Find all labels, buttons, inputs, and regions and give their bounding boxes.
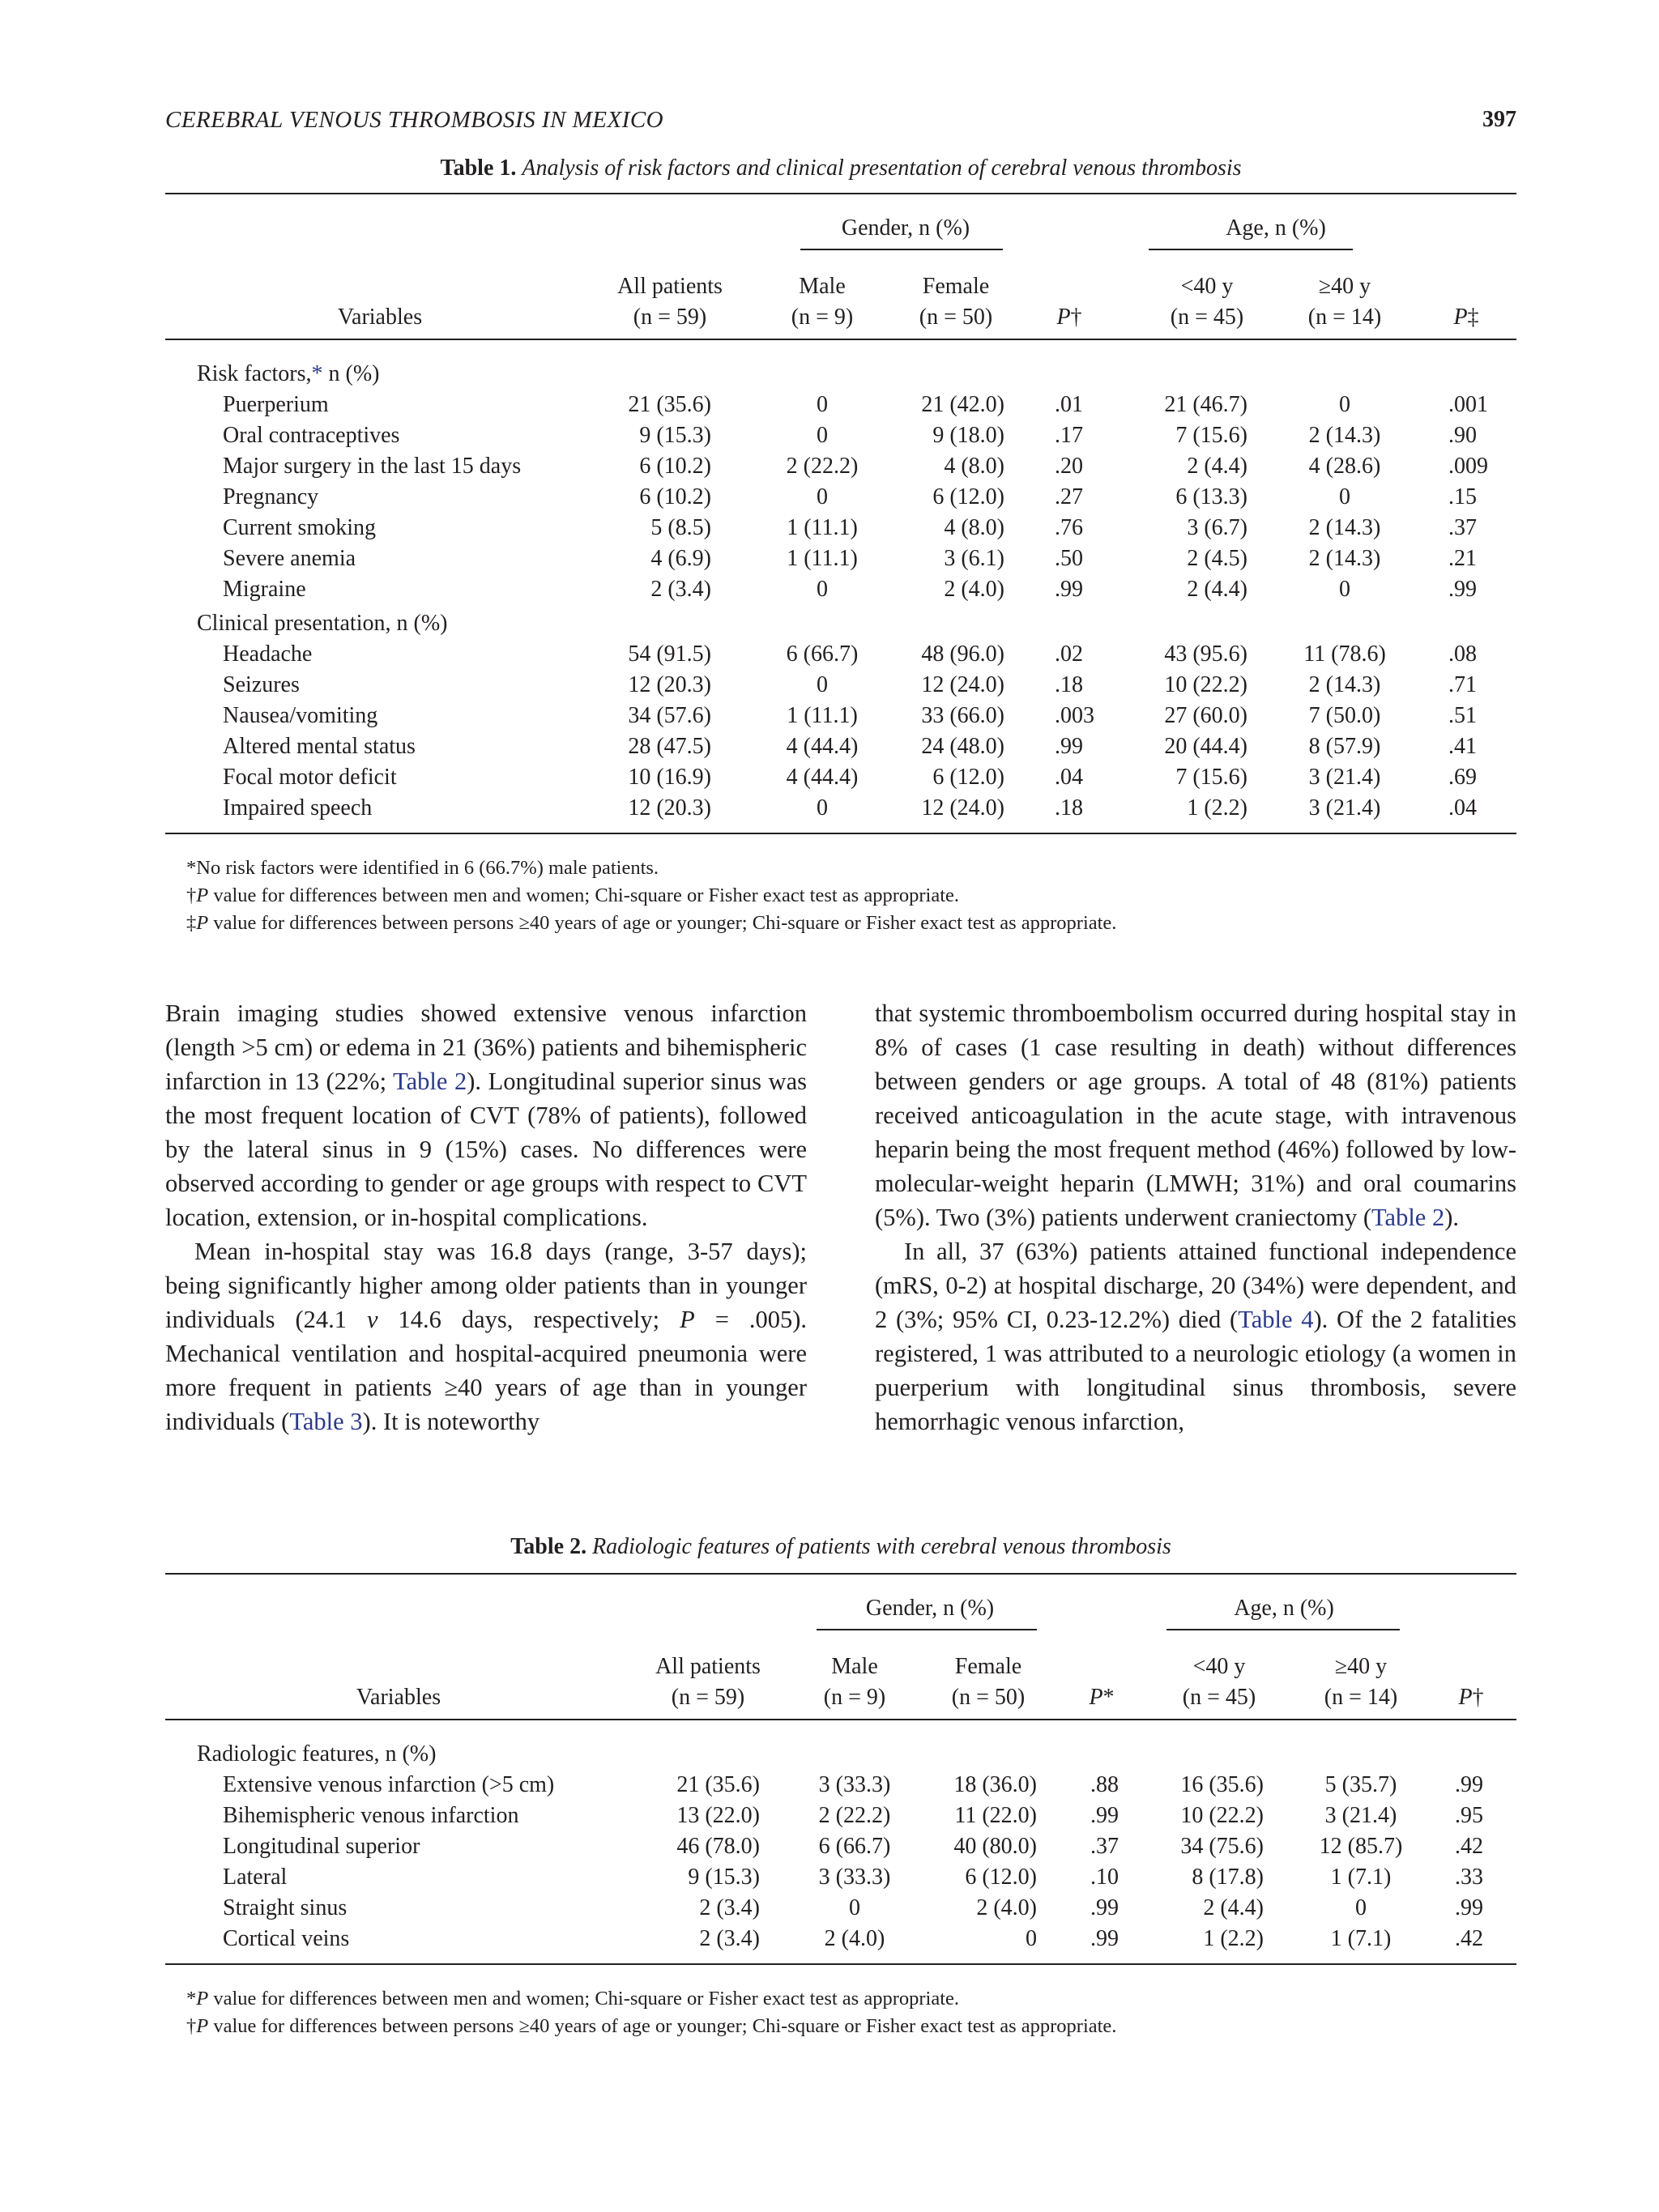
table1-cell-variable: Focal motor deficit bbox=[223, 765, 397, 790]
table1-cell-p-gender: .02 bbox=[1055, 641, 1083, 667]
table2-cell-age-young: 16 (35.6) bbox=[1180, 1772, 1264, 1797]
table1-col-female-n: (n = 50) bbox=[919, 305, 993, 330]
table2-cell-all: 2 (3.4) bbox=[699, 1926, 760, 1951]
table2-title: Radiologic features of patients with cerebral venous thrombosis bbox=[592, 1534, 1171, 1559]
table2-cell-male: 6 (66.7) bbox=[818, 1834, 891, 1859]
table1-cell-female: 24 (48.0) bbox=[921, 734, 1004, 759]
table1-cell-variable: Current smoking bbox=[223, 515, 376, 540]
table1-cell-male: 0 bbox=[817, 423, 828, 448]
body-column-left bbox=[165, 996, 807, 1438]
table2-cell-male: 0 bbox=[849, 1895, 860, 1920]
table1-cell-age-old: 0 bbox=[1339, 577, 1350, 602]
table2-cell-p-gender: .37 bbox=[1090, 1834, 1119, 1859]
table2-cell-all: 21 (35.6) bbox=[676, 1772, 760, 1797]
table1-cell-age-young: 10 (22.2) bbox=[1164, 672, 1247, 697]
table1-cell-age-young: 27 (60.0) bbox=[1164, 703, 1247, 728]
table2-col-old: ≥40 y bbox=[1334, 1654, 1388, 1679]
table2-col-p1: P* bbox=[1089, 1685, 1115, 1710]
table1-cell-age-young: 2 (4.4) bbox=[1187, 454, 1247, 479]
table1-col-old: ≥40 y bbox=[1318, 274, 1371, 299]
paragraph: Mean in-hospital stay was 16.8 days (range, 3-57 days); being significantly higher among older patients than in younger individuals (24.1 v 14.6 days, respectively; P = .005). Mechanical ventilation and hospital-acquired pneumonia were more frequent in patients ≥40 years of age than in younger individuals (Table 3). It is noteworthy bbox=[165, 1238, 807, 1435]
table1-cell-p-gender: .99 bbox=[1055, 577, 1083, 602]
table2-cell-age-young: 2 (4.4) bbox=[1203, 1895, 1264, 1920]
table1-caption bbox=[165, 156, 1516, 181]
body-column-right bbox=[875, 996, 1516, 1438]
table1-cell-all: 2 (3.4) bbox=[650, 577, 711, 602]
table2-cell-p-age: .95 bbox=[1455, 1803, 1483, 1828]
table2-cell-p-gender: .99 bbox=[1090, 1926, 1119, 1951]
table1-cell-p-gender: .99 bbox=[1055, 734, 1083, 759]
table1-cell-variable: Puerperium bbox=[223, 392, 329, 417]
table1-cell-age-young: 20 (44.4) bbox=[1164, 734, 1247, 759]
table1-cell-age-old: 11 (78.6) bbox=[1303, 641, 1386, 667]
table1-cell-male: 0 bbox=[817, 577, 828, 602]
table1-cell-p-gender: .76 bbox=[1055, 515, 1083, 540]
table1-gender-rule bbox=[800, 249, 1003, 250]
table1-cell-all: 9 (15.3) bbox=[639, 423, 711, 448]
table1-footnote: ‡P value for differences between persons ≥40 years of age or younger; Chi-square or Fisher exact test as appropriate. bbox=[186, 912, 1117, 934]
table2-age-rule bbox=[1166, 1629, 1400, 1630]
table2-cell-age-old: 0 bbox=[1355, 1895, 1367, 1920]
table1-cell-female: 12 (24.0) bbox=[921, 795, 1004, 820]
table2-col-old-n: (n = 14) bbox=[1324, 1685, 1398, 1710]
table2-cell-p-age: .42 bbox=[1455, 1926, 1483, 1951]
table1-cell-p-age: .04 bbox=[1448, 795, 1477, 820]
table1-cell-p-age: .001 bbox=[1448, 392, 1488, 417]
table1-cell-all: 4 (6.9) bbox=[650, 546, 711, 571]
table2-cell-variable: Longitudinal superior bbox=[223, 1834, 420, 1859]
table1-cell-p-gender: .50 bbox=[1055, 546, 1083, 571]
table2-header-rule bbox=[165, 1719, 1516, 1720]
table2-cell-all: 46 (78.0) bbox=[676, 1834, 760, 1859]
table2-cell-female: 11 (22.0) bbox=[954, 1803, 1037, 1828]
table1-col-young-n: (n = 45) bbox=[1170, 305, 1244, 330]
table2-col-p2: P† bbox=[1458, 1685, 1484, 1710]
table1-cell-male: 0 bbox=[817, 392, 828, 417]
table2-cell-p-age: .99 bbox=[1455, 1772, 1483, 1797]
table1-cell-age-old: 8 (57.9) bbox=[1308, 734, 1381, 759]
table1-cell-age-young: 7 (15.6) bbox=[1175, 423, 1247, 448]
table2-cell-female: 18 (36.0) bbox=[953, 1772, 1037, 1797]
table1-col-young: <40 y bbox=[1180, 274, 1234, 299]
table2-col-female: Female bbox=[954, 1654, 1022, 1679]
table1-top-rule bbox=[165, 193, 1516, 194]
table2-col-all: All patients bbox=[655, 1654, 761, 1679]
table1-cell-p-age: .21 bbox=[1448, 546, 1477, 571]
table1-cell-male: 1 (11.1) bbox=[787, 546, 858, 571]
table1-cell-age-old: 0 bbox=[1339, 392, 1350, 417]
table1-cell-female: 12 (24.0) bbox=[921, 672, 1004, 697]
table1-cell-age-young: 6 (13.3) bbox=[1175, 484, 1247, 509]
table1-cell-male: 4 (44.4) bbox=[786, 765, 859, 790]
table1-cell-p-age: .71 bbox=[1448, 672, 1477, 697]
table2-col-male: Male bbox=[831, 1654, 878, 1679]
table1-cell-p-age: .51 bbox=[1448, 703, 1477, 728]
table2-cell-all: 2 (3.4) bbox=[699, 1895, 760, 1920]
table1-cell-variable: Migraine bbox=[223, 577, 306, 602]
table1-title: Analysis of risk factors and clinical presentation of cerebral venous thrombosis bbox=[522, 156, 1242, 181]
table2-col-all-n: (n = 59) bbox=[671, 1685, 745, 1710]
table1-cell-male: 1 (11.1) bbox=[787, 703, 858, 728]
table1-cell-p-age: .69 bbox=[1448, 765, 1477, 790]
table2-bottom-rule bbox=[165, 1963, 1516, 1965]
table1-cell-male: 4 (44.4) bbox=[786, 734, 859, 759]
table2-cell-variable: Cortical veins bbox=[223, 1926, 350, 1951]
table2-cell-age-young: 8 (17.8) bbox=[1192, 1865, 1264, 1890]
table2-cell-age-old: 1 (7.1) bbox=[1330, 1865, 1392, 1890]
table2-col-male-n: (n = 9) bbox=[823, 1685, 886, 1710]
table1-cell-all: 28 (47.5) bbox=[628, 734, 711, 759]
table2-cell-age-old: 1 (7.1) bbox=[1330, 1926, 1392, 1951]
table1-cell-all: 6 (10.2) bbox=[639, 484, 711, 509]
table1-cell-age-old: 4 (28.6) bbox=[1308, 454, 1381, 479]
table1-cell-all: 10 (16.9) bbox=[628, 765, 711, 790]
table2-cell-age-old: 3 (21.4) bbox=[1324, 1803, 1397, 1828]
table2-footnote: †P value for differences between persons ≥40 years of age or younger; Chi-square or Fisher exact test as appropriate. bbox=[186, 2015, 1117, 2037]
table2-footnote: *P value for differences between men and women; Chi-square or Fisher exact test as appropriate. bbox=[186, 1988, 960, 2010]
table2-col-young: <40 y bbox=[1192, 1654, 1246, 1679]
table1-col-all-n: (n = 59) bbox=[633, 305, 707, 330]
table1-cell-variable: Oral contraceptives bbox=[223, 423, 400, 448]
table-ref-link[interactable]: Table 2 bbox=[393, 1068, 467, 1095]
table2-section-radiologic: Radiologic features, n (%) bbox=[197, 1741, 437, 1767]
table1-cell-variable: Nausea/vomiting bbox=[223, 703, 378, 728]
table1-cell-female: 33 (66.0) bbox=[921, 703, 1004, 728]
table1-cell-all: 34 (57.6) bbox=[628, 703, 711, 728]
table1-cell-p-gender: .27 bbox=[1055, 484, 1083, 509]
table-ref-link[interactable]: Table 2 bbox=[1371, 1204, 1445, 1231]
table1-cell-male: 6 (66.7) bbox=[786, 641, 859, 667]
table1-cell-age-old: 7 (50.0) bbox=[1308, 703, 1381, 728]
table2-cell-age-young: 34 (75.6) bbox=[1180, 1834, 1264, 1859]
table2-col-young-n: (n = 45) bbox=[1182, 1685, 1256, 1710]
table1-cell-age-young: 2 (4.4) bbox=[1187, 577, 1247, 602]
table2-group-gender: Gender, n (%) bbox=[865, 1596, 995, 1621]
table1-footnote: *No risk factors were identified in 6 (66.7%) male patients. bbox=[186, 857, 659, 879]
table2-cell-age-old: 12 (85.7) bbox=[1319, 1834, 1403, 1859]
table1-col-p1: P† bbox=[1056, 305, 1082, 330]
table2-cell-male: 3 (33.3) bbox=[818, 1865, 891, 1890]
table1-cell-p-gender: .003 bbox=[1055, 703, 1094, 728]
table1-cell-p-gender: .04 bbox=[1055, 765, 1083, 790]
table1-cell-all: 5 (8.5) bbox=[650, 515, 711, 540]
table2-cell-p-gender: .10 bbox=[1090, 1865, 1119, 1890]
paragraph: that systemic thromboembolism occurred during hospital stay in 8% of cases (1 case resulting in death) without differences between genders or age groups. A total of 48 (81%) patients received anticoagulation in the acute stage, with intravenous heparin being the most frequent method (46%) followed by low-molecular-weight heparin (LMWH; 31%) and oral coumarins (5%). Two (3%) patients underwent craniectomy (Table 2). bbox=[875, 999, 1516, 1231]
table1-cell-p-gender: .18 bbox=[1055, 672, 1083, 697]
table1-age-rule bbox=[1149, 249, 1353, 250]
table1-cell-male: 0 bbox=[817, 672, 828, 697]
table1-cell-age-young: 1 (2.2) bbox=[1187, 795, 1247, 820]
table2-cell-female: 2 (4.0) bbox=[976, 1895, 1037, 1920]
table1-label: Table 1. bbox=[440, 156, 517, 181]
table1-cell-all: 21 (35.6) bbox=[628, 392, 711, 417]
running-title: CEREBRAL VENOUS THROMBOSIS IN MEXICO bbox=[165, 107, 664, 133]
table2-cell-female: 0 bbox=[1026, 1926, 1037, 1951]
table1-cell-p-gender: .17 bbox=[1055, 423, 1083, 448]
table1-cell-male: 2 (22.2) bbox=[786, 454, 859, 479]
table1-cell-female: 6 (12.0) bbox=[932, 765, 1004, 790]
table1-cell-age-old: 2 (14.3) bbox=[1308, 546, 1381, 571]
table1-cell-female: 2 (4.0) bbox=[944, 577, 1004, 602]
table1-cell-p-age: .90 bbox=[1448, 423, 1477, 448]
table2-col-variables: Variables bbox=[356, 1685, 441, 1710]
table1-col-female: Female bbox=[922, 274, 990, 299]
table1-cell-p-age: .41 bbox=[1448, 734, 1477, 759]
table1-cell-male: 0 bbox=[817, 484, 828, 509]
table1-bottom-rule bbox=[165, 833, 1516, 834]
table1-cell-female: 4 (8.0) bbox=[944, 515, 1004, 540]
table1-col-variables: Variables bbox=[337, 305, 423, 330]
table1-cell-all: 12 (20.3) bbox=[628, 795, 711, 820]
table2-label: Table 2. bbox=[510, 1534, 587, 1559]
table2-cell-p-age: .99 bbox=[1455, 1895, 1483, 1920]
table2-col-female-n: (n = 50) bbox=[951, 1685, 1026, 1710]
table1-cell-p-age: .009 bbox=[1448, 454, 1488, 479]
table1-cell-p-gender: .18 bbox=[1055, 795, 1083, 820]
table-ref-link[interactable]: Table 4 bbox=[1238, 1306, 1314, 1333]
page-number: 397 bbox=[1482, 107, 1516, 132]
table1-cell-female: 21 (42.0) bbox=[921, 392, 1004, 417]
table1-cell-age-old: 2 (14.3) bbox=[1308, 515, 1381, 540]
table1-cell-male: 1 (11.1) bbox=[787, 515, 858, 540]
table1-col-p2: P‡ bbox=[1453, 305, 1479, 330]
table1-cell-female: 48 (96.0) bbox=[921, 641, 1004, 667]
table2-cell-variable: Extensive venous infarction (>5 cm) bbox=[223, 1772, 555, 1797]
table1-col-all: All patients bbox=[617, 274, 723, 299]
table1-cell-p-gender: .20 bbox=[1055, 454, 1083, 479]
table1-cell-variable: Altered mental status bbox=[223, 734, 416, 759]
table2-cell-all: 9 (15.3) bbox=[688, 1865, 760, 1890]
table1-cell-male: 0 bbox=[817, 795, 828, 820]
table1-cell-variable: Pregnancy bbox=[223, 484, 319, 509]
table1-cell-age-young: 43 (95.6) bbox=[1164, 641, 1247, 667]
table1-col-male-n: (n = 9) bbox=[791, 305, 854, 330]
table1-cell-p-age: .08 bbox=[1448, 641, 1477, 667]
table1-col-male: Male bbox=[799, 274, 846, 299]
table2-top-rule bbox=[165, 1573, 1516, 1575]
table1-cell-age-old: 3 (21.4) bbox=[1308, 765, 1381, 790]
table2-gender-rule bbox=[817, 1629, 1037, 1630]
table2-cell-all: 13 (22.0) bbox=[676, 1803, 760, 1828]
table1-cell-age-old: 3 (21.4) bbox=[1308, 795, 1381, 820]
table1-section-risk: Risk factors,* n (%) bbox=[197, 361, 380, 386]
table1-cell-age-young: 3 (6.7) bbox=[1187, 515, 1247, 540]
table2-cell-p-gender: .88 bbox=[1090, 1772, 1119, 1797]
table1-section-clinical: Clinical presentation, n (%) bbox=[197, 611, 448, 636]
table2-cell-male: 2 (22.2) bbox=[818, 1803, 891, 1828]
table2-cell-variable: Lateral bbox=[223, 1865, 288, 1890]
table2-cell-female: 40 (80.0) bbox=[953, 1834, 1037, 1859]
table1-cell-p-age: .37 bbox=[1448, 515, 1477, 540]
table1-cell-p-age: .99 bbox=[1448, 577, 1477, 602]
table1-cell-female: 9 (18.0) bbox=[932, 423, 1004, 448]
table2-cell-variable: Bihemispheric venous infarction bbox=[223, 1803, 519, 1828]
table1-cell-variable: Severe anemia bbox=[223, 546, 356, 571]
table1-cell-age-young: 2 (4.5) bbox=[1187, 546, 1247, 571]
table2-group-age: Age, n (%) bbox=[1234, 1596, 1334, 1621]
table2-cell-female: 6 (12.0) bbox=[965, 1865, 1037, 1890]
table1-cell-all: 54 (91.5) bbox=[628, 641, 711, 667]
table1-group-age: Age, n (%) bbox=[1226, 215, 1326, 241]
table1-cell-female: 3 (6.1) bbox=[944, 546, 1004, 571]
table1-footnote: †P value for differences between men and women; Chi-square or Fisher exact test as appropriate. bbox=[186, 884, 960, 906]
table1-cell-all: 12 (20.3) bbox=[628, 672, 711, 697]
table2-cell-p-gender: .99 bbox=[1090, 1803, 1119, 1828]
table1-cell-age-old: 0 bbox=[1339, 484, 1350, 509]
table-ref-link[interactable]: Table 3 bbox=[289, 1408, 363, 1435]
table1-cell-variable: Seizures bbox=[223, 672, 300, 697]
paragraph: Brain imaging studies showed extensive venous infarction (length >5 cm) or edema in 21 (36%) patients and bihemispheric infarction in 13 (22%; Table 2). Longitudinal superior sinus was the most frequent location of CVT (78% of patients), followed by the lateral sinus in 9 (15%) cases. No differences were observed according to gender or age groups with respect to CVT location, extension, or in-hospital complications. bbox=[165, 999, 807, 1231]
table2-cell-male: 3 (33.3) bbox=[818, 1772, 891, 1797]
table1-cell-variable: Impaired speech bbox=[223, 795, 373, 820]
table1-cell-age-old: 2 (14.3) bbox=[1308, 672, 1381, 697]
table2-cell-p-gender: .99 bbox=[1090, 1895, 1119, 1920]
table2-cell-age-young: 10 (22.2) bbox=[1180, 1803, 1264, 1828]
table2-cell-age-old: 5 (35.7) bbox=[1324, 1772, 1397, 1797]
paragraph: In all, 37 (63%) patients attained functional independence (mRS, 0-2) at hospital discharge, 20 (34%) were dependent, and 2 (3%; 95% CI, 0.23-12.2%) died (Table 4). Of the 2 fatalities registered, 1 was attributed to a neurologic etiology (a women in puerperium with longitudinal sinus thrombosis, severe hemorrhagic venous infarction, bbox=[875, 1238, 1516, 1435]
table1-cell-age-young: 7 (15.6) bbox=[1175, 765, 1247, 790]
table2-cell-p-age: .33 bbox=[1455, 1865, 1483, 1890]
table1-cell-p-age: .15 bbox=[1448, 484, 1477, 509]
table2-cell-p-age: .42 bbox=[1455, 1834, 1483, 1859]
table2-caption bbox=[165, 1534, 1516, 1560]
table1-cell-female: 6 (12.0) bbox=[932, 484, 1004, 509]
table1-cell-variable: Headache bbox=[223, 641, 313, 667]
table1-col-old-n: (n = 14) bbox=[1307, 305, 1382, 330]
table1-cell-age-young: 21 (46.7) bbox=[1164, 392, 1247, 417]
table1-cell-variable: Major surgery in the last 15 days bbox=[223, 454, 522, 479]
table1-header-rule bbox=[165, 339, 1516, 340]
table1-group-gender: Gender, n (%) bbox=[841, 215, 970, 241]
table1-cell-age-old: 2 (14.3) bbox=[1308, 423, 1381, 448]
table1-cell-p-gender: .01 bbox=[1055, 392, 1083, 417]
table1-cell-female: 4 (8.0) bbox=[944, 454, 1004, 479]
table1-cell-all: 6 (10.2) bbox=[639, 454, 711, 479]
table2-cell-variable: Straight sinus bbox=[223, 1895, 348, 1920]
table2-cell-age-young: 1 (2.2) bbox=[1203, 1926, 1264, 1951]
table2-cell-male: 2 (4.0) bbox=[824, 1926, 885, 1951]
